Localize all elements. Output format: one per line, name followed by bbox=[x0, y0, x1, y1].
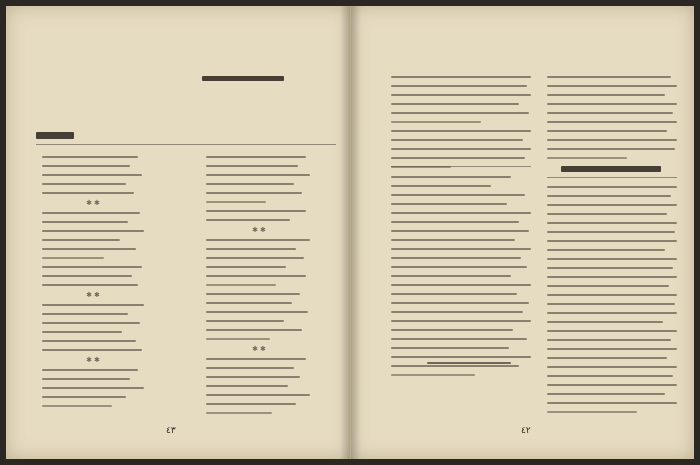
stanza-divider: ✱✱ bbox=[252, 345, 268, 353]
poem-column-left bbox=[42, 156, 146, 414]
article-column-left bbox=[391, 176, 531, 383]
article-column-right bbox=[547, 186, 677, 420]
left-page bbox=[6, 6, 351, 459]
page-number-left: ٤٣ bbox=[166, 426, 176, 436]
article-heading bbox=[561, 166, 661, 172]
stanza-divider: ✱✱ bbox=[86, 199, 102, 207]
signature-line bbox=[427, 362, 511, 371]
poem-title bbox=[36, 132, 74, 139]
article-column-left-top bbox=[391, 76, 531, 175]
page-number-right: ٤٢ bbox=[521, 426, 531, 436]
right-page bbox=[351, 6, 694, 459]
heading-rule bbox=[547, 177, 677, 178]
author-heading bbox=[202, 76, 284, 81]
binding-shadow bbox=[351, 6, 361, 459]
stanza-divider: ✱✱ bbox=[86, 291, 102, 299]
section-rule bbox=[391, 166, 531, 167]
title-rule bbox=[36, 144, 336, 145]
stanza-divider: ✱✱ bbox=[252, 226, 268, 234]
magazine-spread bbox=[6, 6, 694, 459]
stanza-divider: ✱✱ bbox=[86, 356, 102, 364]
binding-shadow bbox=[340, 6, 350, 459]
article-column-right-top bbox=[547, 76, 677, 166]
poem-column-right bbox=[206, 156, 314, 421]
